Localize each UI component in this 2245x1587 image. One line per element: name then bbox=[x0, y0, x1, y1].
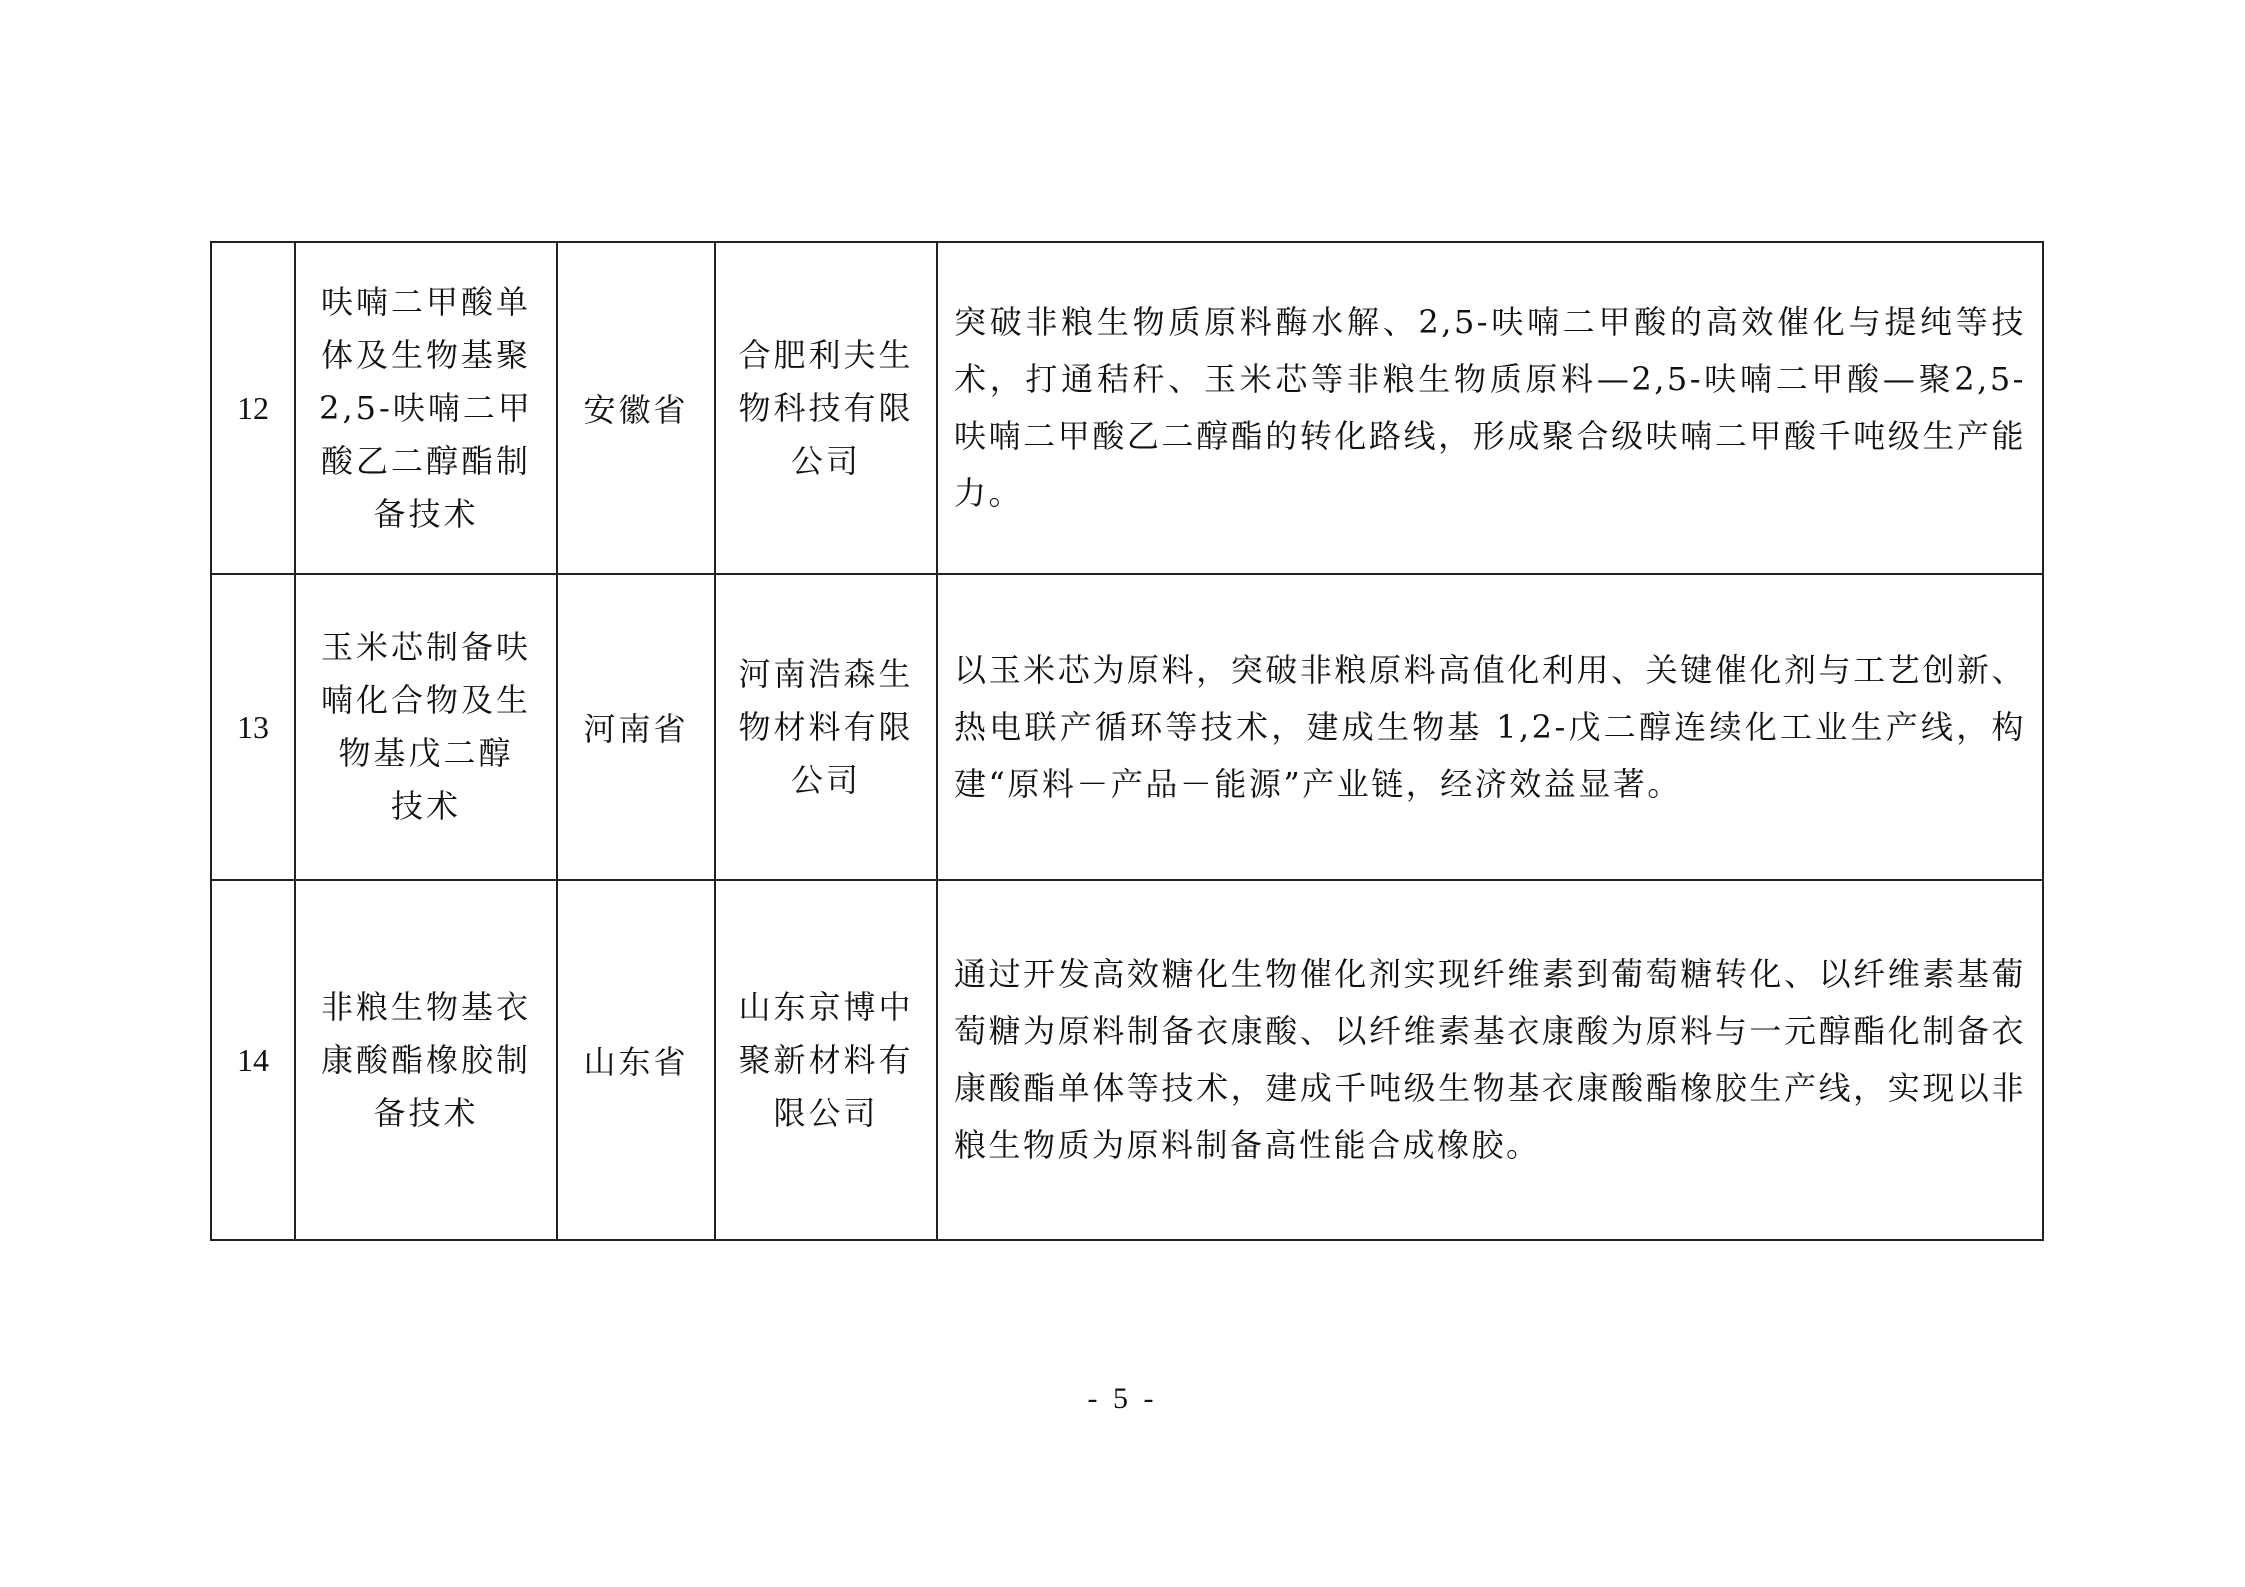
row-number: 14 bbox=[211, 880, 295, 1240]
table-row bbox=[211, 574, 2043, 880]
project-name-line: 玉米芯制备呋 bbox=[320, 628, 531, 666]
project-name bbox=[295, 242, 557, 574]
table-row bbox=[211, 242, 2043, 574]
row-number: 12 bbox=[211, 242, 295, 574]
project-description: 以玉米芯为原料，突破非粮原料高值化利用、关键催化剂与工艺创新、热电联产循环等技术，建成生物基 1,2-戊二醇连续化工业生产线，构建“原料－产品－能源”产业链，经济效益显著。 bbox=[937, 574, 2043, 880]
organization-line: 山东京博中 bbox=[738, 987, 914, 1026]
organization-line: 河南浩森生 bbox=[738, 654, 914, 693]
province: 河南省 bbox=[557, 574, 715, 880]
row-number: 13 bbox=[211, 574, 295, 880]
project-name-line: 康酸酯橡胶制 bbox=[320, 1040, 531, 1079]
project-name-line: 非粮生物基衣 bbox=[320, 987, 531, 1026]
project-name-line: 2,5-呋喃二甲 bbox=[319, 388, 533, 427]
project-name-line: 体及生物基聚 bbox=[320, 335, 531, 374]
project-name-line: 技术 bbox=[390, 787, 461, 825]
province: 山东省 bbox=[557, 880, 715, 1240]
organization-line: 公司 bbox=[790, 760, 861, 799]
organization-line: 聚新材料有 bbox=[738, 1040, 914, 1079]
project-name-line: 物基戊二醇 bbox=[338, 734, 514, 772]
page-number: - 5 - bbox=[1087, 1382, 1158, 1415]
project-name-line: 酸乙二醇酯制 bbox=[320, 441, 531, 480]
province: 安徽省 bbox=[557, 242, 715, 574]
project-name bbox=[295, 880, 557, 1240]
project-table bbox=[210, 241, 2044, 1241]
organization-line: 物科技有限 bbox=[738, 388, 914, 427]
project-name-line: 呋喃二甲酸单 bbox=[320, 282, 531, 321]
organization-line: 合肥利夫生 bbox=[738, 335, 914, 374]
table-row bbox=[211, 880, 2043, 1240]
project-name-line: 备技术 bbox=[373, 1093, 479, 1132]
organization bbox=[715, 574, 937, 880]
project-description: 突破非粮生物质原料酶水解、2,5-呋喃二甲酸的高效催化与提纯等技术，打通秸秆、玉米芯等非粮生物质原料—2,5-呋喃二甲酸—聚2,5-呋喃二甲酸乙二醇酯的转化路线，形成聚合级呋喃二甲酸千吨级生产能力。 bbox=[937, 242, 2043, 574]
organization-line: 物材料有限 bbox=[738, 707, 914, 746]
project-name-line: 备技术 bbox=[373, 494, 479, 533]
organization-line: 公司 bbox=[790, 441, 861, 480]
organization bbox=[715, 880, 937, 1240]
project-name-line: 喃化合物及生 bbox=[320, 681, 531, 719]
organization-line: 限公司 bbox=[773, 1093, 879, 1132]
organization bbox=[715, 242, 937, 574]
project-name bbox=[295, 574, 557, 880]
project-description: 通过开发高效糖化生物催化剂实现纤维素到葡萄糖转化、以纤维素基葡萄糖为原料制备衣康酸、以纤维素基衣康酸为原料与一元醇酯化制备衣康酸酯单体等技术，建成千吨级生物基衣康酸酯橡胶生产线，实现以非粮生物质为原料制备高性能合成橡胶。 bbox=[937, 880, 2043, 1240]
